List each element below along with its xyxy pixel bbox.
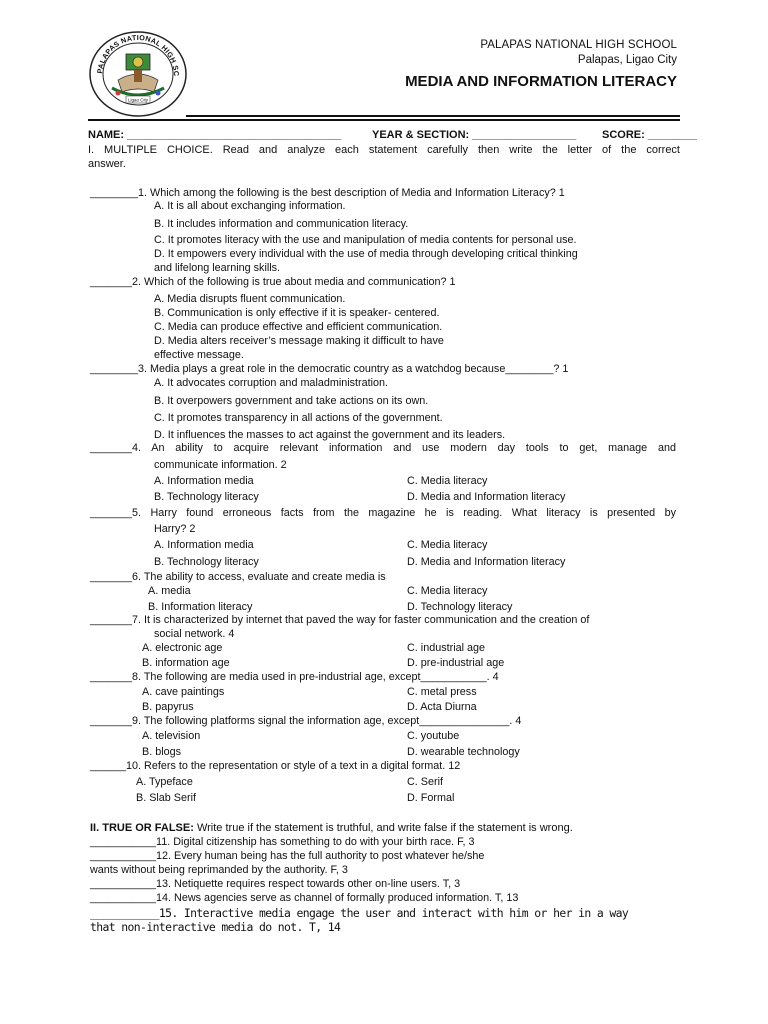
school-city: Palapas, Ligao City [577,54,677,66]
q2-option-b: B. Communication is only effective if it is speaker- centered. [154,307,440,319]
question-1: ________1. Which among the following is the best description of Media and Information Literacy? 1 [90,187,565,199]
question-9: _______9. The following platforms signal the information age, except_______________. 4 [90,715,522,727]
q3-option-c: C. It promotes transparency in all actions of the government. [154,412,443,424]
q7-option-d: D. pre-industrial age [407,657,505,669]
part1-instruction-cont: answer. [88,158,126,170]
q3-option-b: B. It overpowers government and take actions on its own. [154,395,429,407]
q10-option-c: C. Serif [407,776,443,788]
tf-item-13: ___________13. Netiquette requires respect towards other on-line users. T, 3 [90,878,461,890]
part2-instruction [90,822,573,834]
q2-option-c: C. Media can produce effective and efficient communication. [154,321,443,333]
question-8: _______8. The following are media used in pre-industrial age, except___________. 4 [90,671,499,683]
q1-option-d-cont: and lifelong learning skills. [154,262,281,274]
q1-option-d: D. It empowers every individual with the use of media through developing critical thinking [154,248,578,260]
q1-option-b: B. It includes information and communication literacy. [154,218,409,230]
name-field[interactable]: NAME: ___________________________________ [88,129,342,141]
q6-option-b: B. Information literacy [148,601,253,613]
q5-option-c: C. Media literacy [407,539,488,551]
q8-option-b: B. papyrus [142,701,194,713]
q4-option-a: A. Information media [154,475,254,487]
tf-item-15: ___________15. Interactive media engage the user and interact with him or her in a way [90,906,629,920]
q8-option-d: D. Acta Diurna [407,701,477,713]
tf-item-12: ___________12. Every human being has the full authority to post whatever he/she [90,850,485,862]
header-rule-thin [88,119,680,121]
question-4-cont: communicate information. 2 [154,459,287,471]
q8-option-c: C. metal press [407,686,477,698]
q5-option-a: A. Information media [154,539,254,551]
question-7: _______7. It is characterized by internet that paved the way for faster communication and the creation of [90,614,590,626]
part2-heading: II. TRUE OR FALSE: [90,822,194,834]
q4-option-d: D. Media and Information literacy [407,491,566,503]
q7-option-c: C. industrial age [407,642,486,654]
question-7-cont: social network. 4 [154,628,235,640]
q1-option-a: A. It is all about exchanging information. [154,200,346,212]
school-seal-logo [88,30,188,118]
part1-instruction: I. MULTIPLE CHOICE. Read and analyze each statement carefully then write the letter of the correct [88,144,680,156]
q10-option-d: D. Formal [407,792,455,804]
tf-item-12-cont: wants without being reprimanded by the authority. F, 3 [90,864,348,876]
q5-option-d: D. Media and Information literacy [407,556,566,568]
header-rule-thick [186,115,680,117]
score-field[interactable]: SCORE: ________ [602,129,697,141]
question-5: _______5. Harry found erroneous facts from the magazine he is reading. What literacy is presented by [90,507,676,519]
q3-option-a: A. It advocates corruption and maladministration. [154,377,389,389]
q6-option-d: D. Technology literacy [407,601,513,613]
q5-option-b: B. Technology literacy [154,556,259,568]
part2-instruction-text: Write true if the statement is truthful, and write false if the statement is wrong. [193,822,573,834]
question-6: _______6. The ability to access, evaluate and create media is [90,571,386,583]
question-10: ______10. Refers to the representation or style of a text in a digital format. 12 [90,760,461,772]
question-5-cont: Harry? 2 [154,523,196,535]
q10-option-b: B. Slab Serif [136,792,197,804]
tf-item-11: ___________11. Digital citizenship has something to do with your birth race. F, 3 [90,836,475,848]
q7-option-b: B. information age [142,657,230,669]
q4-option-b: B. Technology literacy [154,491,259,503]
q2-option-d-cont: effective message. [154,349,244,361]
q9-option-a: A. television [142,730,201,742]
question-4: _______4. An ability to acquire relevant information and use modern day tools to get, manage and [90,442,676,454]
q9-option-d: D. wearable technology [407,746,520,758]
q8-option-a: A. cave paintings [142,686,225,698]
svg-text:PALAPAS NATIONAL HIGH SCHOOL: PALAPAS NATIONAL HIGH SC [95,32,182,77]
question-2: _______2. Which of the following is true about media and communication? 1 [90,276,456,288]
q9-option-c: C. youtube [407,730,460,742]
q2-option-a: A. Media disrupts fluent communication. [154,293,346,305]
q2-option-d: D. Media alters receiver’s message making it difficult to have [154,335,444,347]
tf-item-14: ___________14. News agencies serve as channel of formally produced information. T, 13 [90,892,519,904]
school-name: PALAPAS NATIONAL HIGH SCHOOL [480,39,677,51]
q6-option-c: C. Media literacy [407,585,488,597]
question-3: ________3. Media plays a great role in the democratic country as a watchdog because________? 1 [90,363,569,375]
q3-option-d: D. It influences the masses to act against the government and its leaders. [154,429,506,441]
q4-option-c: C. Media literacy [407,475,488,487]
q7-option-a: A. electronic age [142,642,223,654]
q10-option-a: A. Typeface [136,776,193,788]
q1-option-c: C. It promotes literacy with the use and manipulation of media contents for personal use. [154,234,577,246]
tf-item-15-cont: that non-interactive media do not. T, 14 [90,920,341,934]
subject-title: MEDIA AND INFORMATION LITERACY [405,73,677,90]
q9-option-b: B. blogs [142,746,182,758]
svg-text:Ligao City: Ligao City [127,97,149,103]
q6-option-a: A. media [148,585,191,597]
year-section-field[interactable]: YEAR & SECTION: _________________ [372,129,577,141]
